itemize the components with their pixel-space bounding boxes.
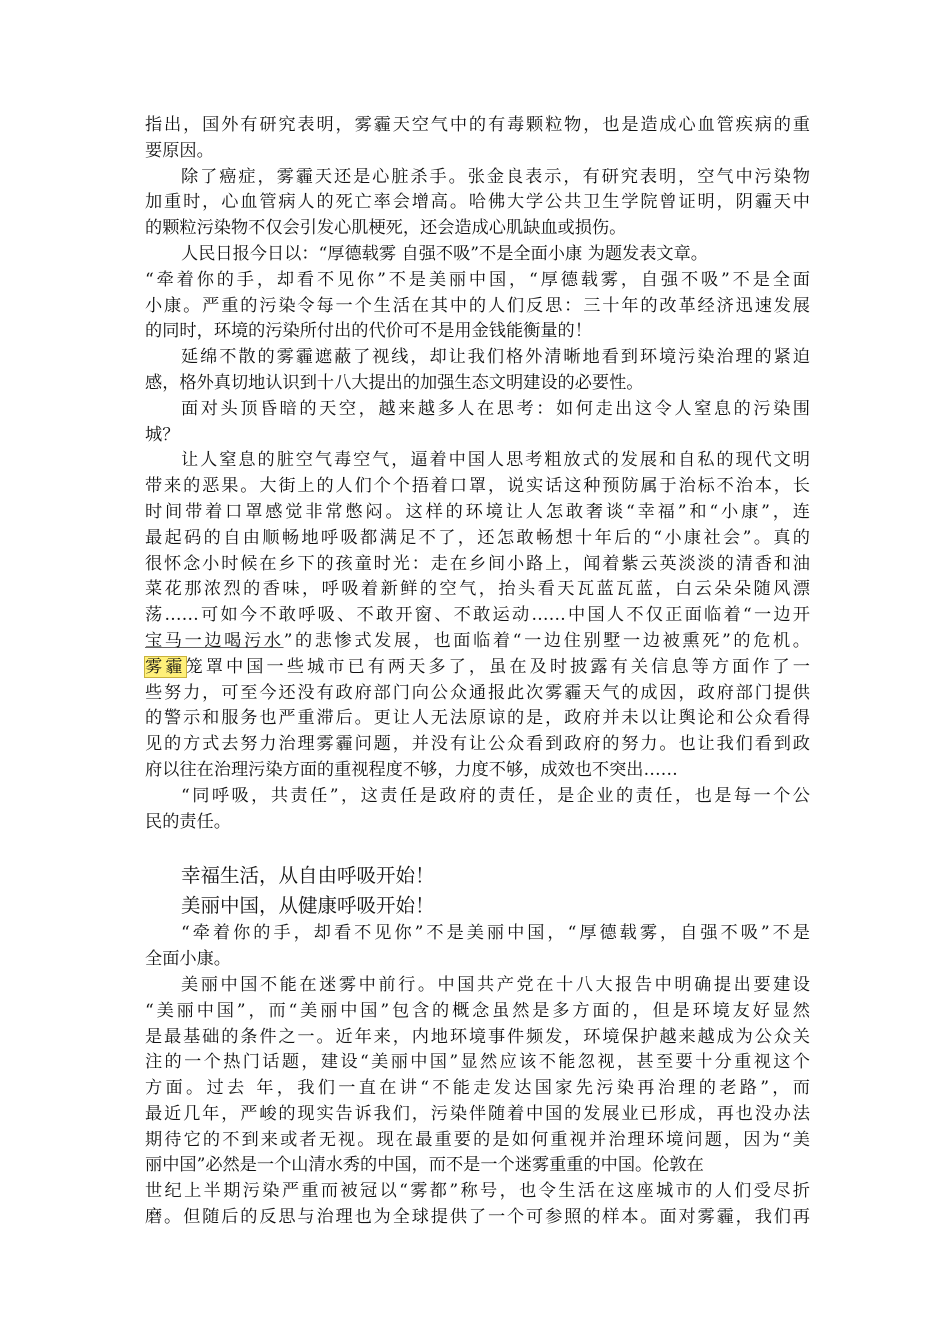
text-line: 世纪上半期污染严重而被冠以“雾都”称号，也令生活在这座城市的人们受尽折 <box>145 1181 810 1202</box>
text-line: 期待它的不到来或者无视。现在最重要的是如何重视并治理环境问题，因为“美 <box>145 1129 810 1150</box>
text-line: 方面。过去 年，我们一直在讲“不能走发达国家先污染再治理的老路”，而 <box>145 1078 810 1099</box>
text-line: 加重时，心血管病人的死亡率会增高。哈佛大学公共卫生学院曾证明，阴霾天中 <box>145 192 810 213</box>
text-line: “牵着你的手，却看不见你”不是美丽中国，“厚德载雾，自强不吸”不是 <box>181 923 810 944</box>
text-line: 的颗粒污染物不仅会引发心肌梗死，还会造成心肌缺血或损伤。 <box>145 218 627 239</box>
text-line: 美丽中国不能在迷雾中前行。中国共产党在十八大报告中明确提出要建设 <box>181 974 810 995</box>
text-line: 府以往在治理污染方面的重视程度不够，力度不够，成效也不突出…… <box>145 759 678 780</box>
text-line: 面对头顶昏暗的天空，越来越多人在思考：如何走出这令人窒息的污染围 <box>181 398 810 419</box>
heading: 幸福生活，从自由呼吸开始！ <box>181 864 435 888</box>
text-line <box>145 655 810 681</box>
text-line: 注的一个热门话题，建设“美丽中国”显然应该不能忽视，甚至要十分重视这个 <box>145 1052 810 1073</box>
document-page <box>145 113 810 1231</box>
text-line: 带来的恶果。大街上的人们个个捂着口罩，说实话这种预防属于治标不治本，长 <box>145 476 810 497</box>
text-line: 很怀念小时候在乡下的孩童时光：走在乡间小路上，闻着紫云英淡淡的清香和油 <box>145 553 810 574</box>
text-line: 最近几年，严峻的现实告诉我们，污染伴随着中国的发展业已形成，再也没办法 <box>145 1103 810 1124</box>
text-line: 全面小康。 <box>145 949 231 970</box>
text-line: 指出，国外有研究表明，雾霾天空气中的有毒颗粒物，也是造成心血管疾病的重 <box>145 115 810 135</box>
text-line: 荡……可如今不敢呼吸、不敢开窗、不敢运动……中国人不仅正面临着“一边开 <box>145 605 810 626</box>
text-line: 丽中国”必然是一个山清水秀的中国，而不是一个迷雾重重的中国。伦敦在 <box>145 1155 704 1176</box>
text-line: 感，格外真切地认识到十八大提出的加强生态文明建设的必要性。 <box>145 372 644 393</box>
text-line: 人民日报今日以：“厚德载雾 自强不吸”不是全面小康 为题发表文章。 <box>181 243 708 264</box>
text-span: 笼罩中国一些城市已有两天多了，虽在及时披露有关信息等方面作了一 <box>185 656 810 677</box>
text-line: 小康。严重的污染令每一个生活在其中的人们反思：三十年的改革经济迅速发展 <box>145 295 810 316</box>
underlined-text: 宝马一边喝污水 <box>145 630 284 651</box>
text-line: 的同时，环境的污染所付出的代价可不是用金钱能衡量的！ <box>145 321 592 342</box>
text-line: 民的责任。 <box>145 811 231 832</box>
text-line: 的警示和服务也严重滞后。更让人无法原谅的是，政府并未以让舆论和公众看得 <box>145 708 810 729</box>
text-line: 些努力，可至今还没有政府部门向公众通报此次雾霾天气的成因，政府部门提供 <box>145 682 810 703</box>
text-line <box>145 629 810 655</box>
text-line: 磨。但随后的反思与治理也为全球提供了一个可参照的样本。面对雾霾，我们再 <box>145 1207 810 1228</box>
paragraph-gap <box>145 835 810 861</box>
text-line: 是最基础的条件之一。近年来，内地环境事件频发，环境保护越来越成为公众关 <box>145 1026 810 1047</box>
highlighted-text: 雾霾 <box>145 656 186 677</box>
text-line: 城？ <box>145 424 180 445</box>
text-line: 要原因。 <box>145 140 214 161</box>
text-line: “美丽中国”，而“美丽中国”包含的概念虽然是多方面的，但是环境友好显然 <box>145 1000 810 1021</box>
text-line: “牵着你的手，却看不见你”不是美丽中国，“厚德载雾，自强不吸”不是全面 <box>145 269 810 290</box>
text-line: 延绵不散的雾霾遮蔽了视线，却让我们格外清晰地看到环境污染治理的紧迫 <box>181 347 810 368</box>
text-line: 见的方式去努力治理雾霾问题，并没有让公众看到政府的努力。也让我们看到政 <box>145 734 810 755</box>
text-span: ”的悲惨式发展，也面临着“一边住别墅一边被熏死”的危机。 <box>283 630 810 651</box>
text-line: 除了癌症，雾霾天还是心脏杀手。张金良表示，有研究表明，空气中污染物 <box>181 166 810 187</box>
text-line: 最起码的自由顺畅地呼吸都满足不了，还怎敢畅想十年后的“小康社会”。真的 <box>145 527 810 548</box>
heading: 美丽中国，从健康呼吸开始！ <box>181 894 435 918</box>
text-line: 让人窒息的脏空气毒空气，逼着中国人思考粗放式的发展和自私的现代文明 <box>181 450 810 471</box>
text-line: 时间带着口罩感觉非常憋闷。这样的环境让人怎敢奢谈“幸福”和“小康”，连 <box>145 501 810 522</box>
text-line: “同呼吸，共责任”，这责任是政府的责任，是企业的责任，也是每一个公 <box>181 785 810 806</box>
text-line: 菜花那浓烈的香味，呼吸着新鲜的空气，抬头看天瓦蓝瓦蓝，白云朵朵随风漂 <box>145 579 810 600</box>
